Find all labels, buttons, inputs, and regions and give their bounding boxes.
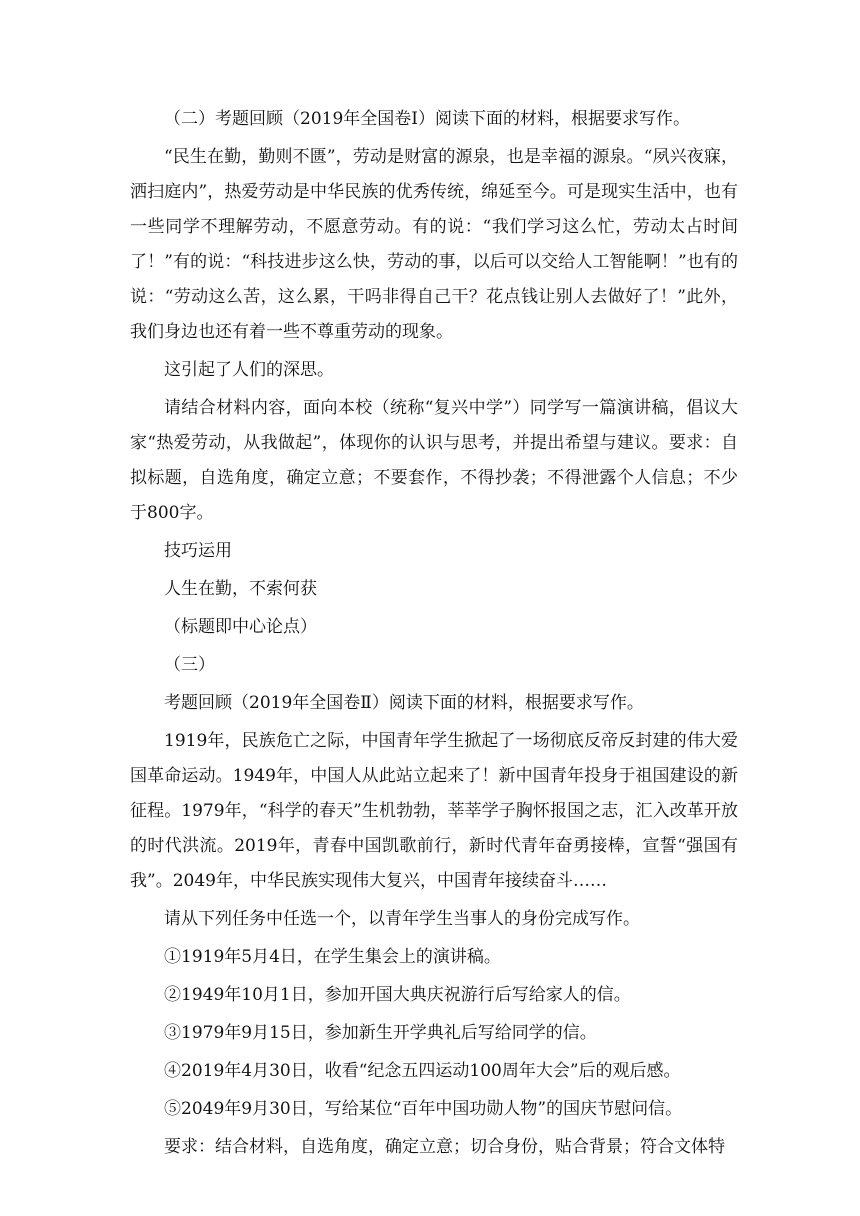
requirements-line: 要求：结合材料，自选角度，确定立意；切合身份，贴合背景；符合文体特 bbox=[164, 1137, 725, 1157]
technique-label: 技巧运用 bbox=[164, 541, 232, 561]
title-note: （标题即中心论点） bbox=[164, 617, 317, 637]
material-paragraph-labor: “民生在勤，勤则不匮”，劳动是财富的源泉，也是幸福的源泉。“夙兴夜寐，洒扫庭内”，热爱劳动是中华民族的优秀传统，绵延至今。可是现实生活中，也有一些同学不理解劳动，不愿意劳动。有的说：“我们学习这么忙，劳动太占时间了！”有的说：“科技进步这么快，劳动的事，以后可以交给人工智能啊！”也有的说：“劳动这么苦，这么累，干吗非得自己干？花点钱让别人去做好了！”此外，我们身边也还有着一些不尊重劳动的现象。 bbox=[130, 147, 738, 342]
exam-section-3-heading: 考题回顾（2019年全国卷Ⅱ）阅读下面的材料，根据要求写作。 bbox=[164, 693, 644, 713]
material-paragraph-youth: 1919年，民族危亡之际，中国青年学生掀起了一场彻底反帝反封建的伟大爱国革命运动。1949年，中国人从此站立起来了！新中国青年投身于祖国建设的新征程。1979年，“科学的春天”生机勃勃，莘莘学子胸怀报国之志，汇入改革开放的时代洪流。2019年，青春中国凯歌前行，新时代青年奋勇接棒，宣誓“强国有我”。2049年，中华民族实现伟大复兴，中国青年接续奋斗…… bbox=[130, 731, 738, 891]
sample-title: 人生在勤，不索何获 bbox=[164, 579, 317, 599]
reflection-line: 这引起了人们的深思。 bbox=[164, 360, 334, 380]
task-option-3: ③1979年9月15日，参加新生开学典礼后写给同学的信。 bbox=[164, 1023, 597, 1043]
task-option-1: ①1919年5月4日，在学生集会上的演讲稿。 bbox=[164, 947, 501, 967]
exam-section-2-heading: （二）考题回顾（2019年全国卷Ⅰ）阅读下面的材料，根据要求写作。 bbox=[164, 109, 690, 129]
section-3-marker: （三） bbox=[164, 655, 215, 675]
task-instruction: 请从下列任务中任选一个，以青年学生当事人的身份完成写作。 bbox=[164, 909, 640, 929]
task-option-5: ⑤2049年9月30日，写给某位“百年中国功勋人物”的国庆节慰问信。 bbox=[164, 1099, 683, 1119]
task-option-4: ④2019年4月30日，收看“纪念五四运动100周年大会”后的观后感。 bbox=[164, 1061, 681, 1081]
task-option-2: ②1949年10月1日，参加开国大典庆祝游行后写给家人的信。 bbox=[164, 985, 631, 1005]
writing-task-paragraph: 请结合材料内容，面向本校（统称“复兴中学”）同学写一篇演讲稿，倡议大家“热爱劳动，从我做起”，体现你的认识与思考，并提出希望与建议。要求：自拟标题，自选角度，确定立意；不要套作，不得抄袭；不得泄露个人信息；不少于800字。 bbox=[130, 398, 738, 523]
